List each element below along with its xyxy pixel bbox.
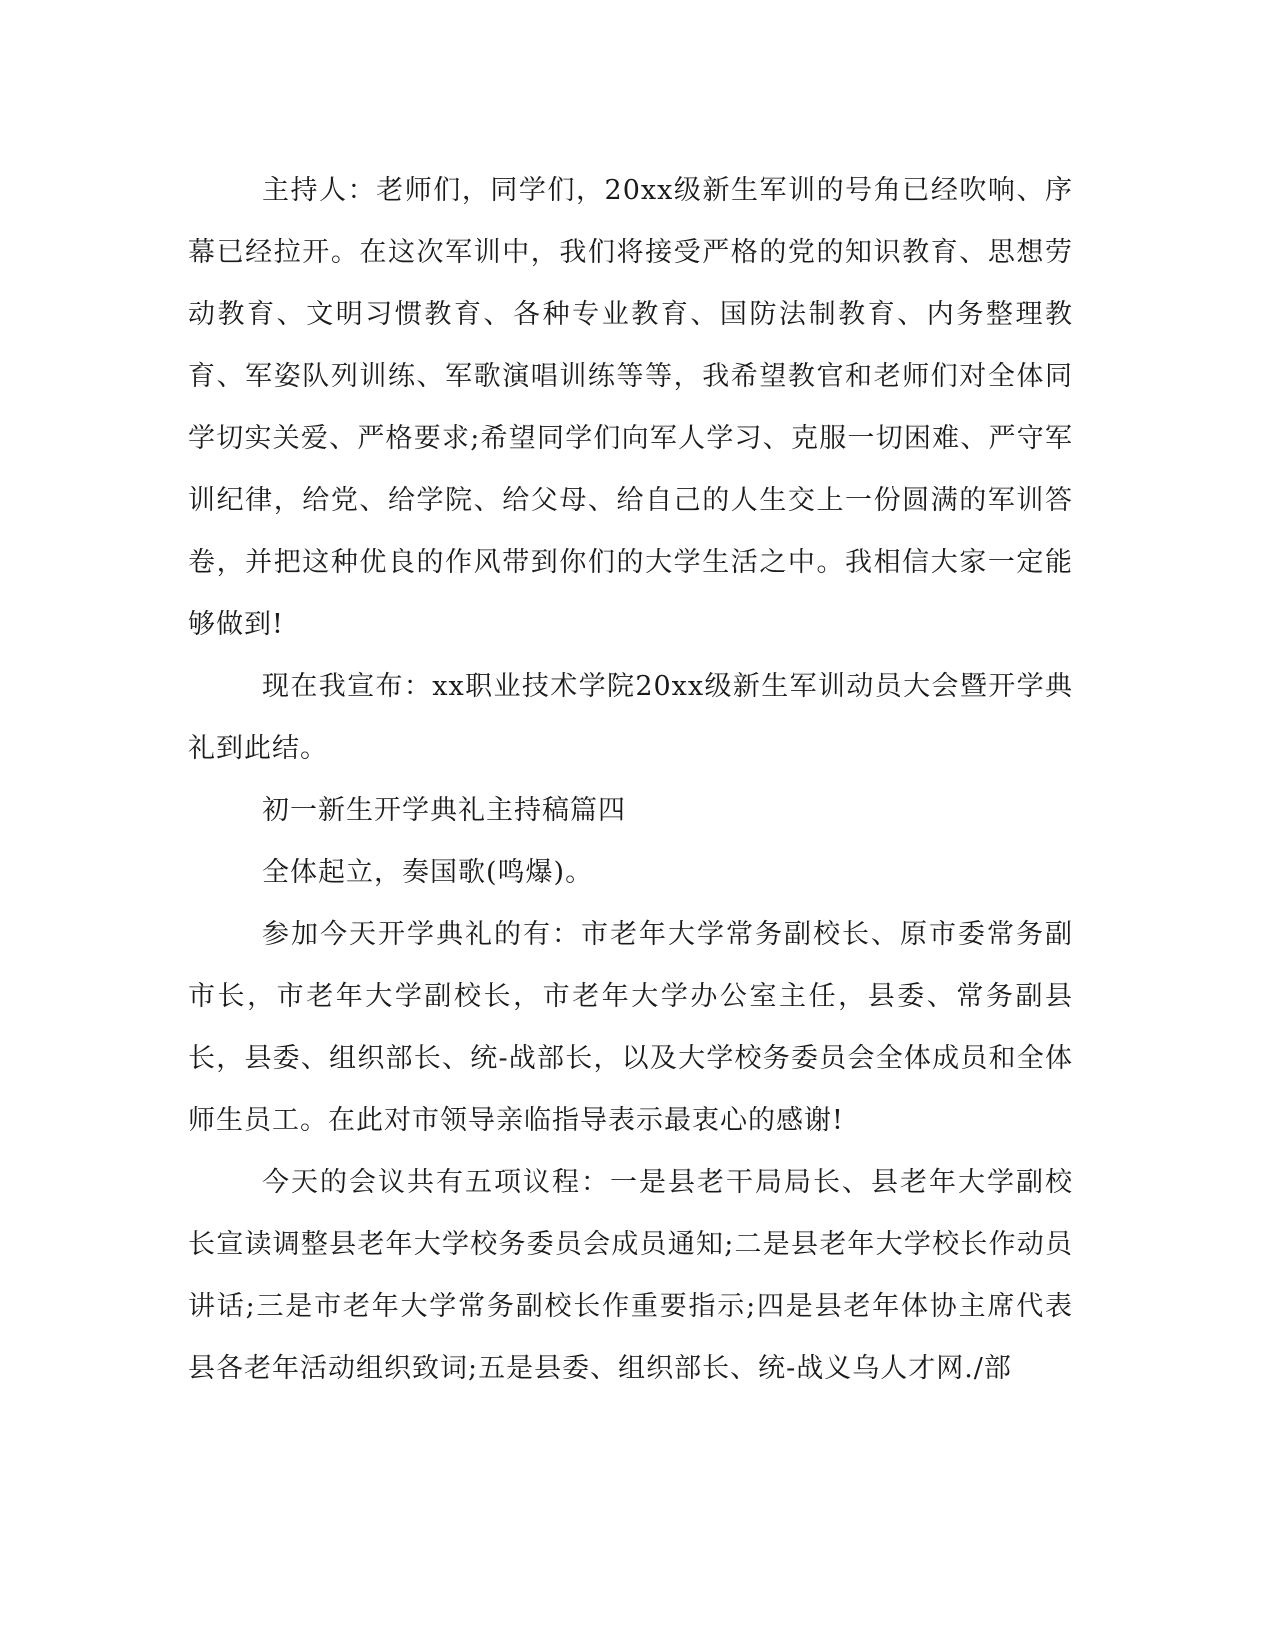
paragraph-anthem: 全体起立，奏国歌(鸣爆)。	[262, 857, 594, 888]
paragraph-announcement: 现在我宣布：xx职业技术学院20xx级新生军训动员大会暨开学典礼到此结。	[188, 671, 1073, 764]
document-body	[188, 160, 1073, 1400]
paragraph-attendees: 参加今天开学典礼的有：市老年大学常务副校长、原市委常务副市长，市老年大学副校长，市老年大学办公室主任，县委、常务副县长，县委、组织部长、统-战部长，以及大学校务委员会全体成员和全体师生员工。在此对市领导亲临指导表示最衷心的感谢!	[188, 919, 1073, 1136]
section-heading: 初一新生开学典礼主持稿篇四	[262, 795, 626, 826]
paragraph-agenda: 今天的会议共有五项议程：一是县老干局局长、县老年大学副校长宣读调整县老年大学校务委员会成员通知;二是县老年大学校长作动员讲话;三是市老年大学常务副校长作重要指示;四是县老年体协主席代表县各老年活动组织致词;五是县委、组织部长、统-战义乌人才网./部	[188, 1167, 1073, 1384]
paragraph-opening-speech: 主持人：老师们，同学们，20xx级新生军训的号角已经吹响、序幕已经拉开。在这次军训中，我们将接受严格的党的知识教育、思想劳动教育、文明习惯教育、各种专业教育、国防法制教育、内务整理教育、军姿队列训练、军歌演唱训练等等，我希望教官和老师们对全体同学切实关爱、严格要求;希望同学们向军人学习、克服一切困难、严守军训纪律，给党、给学院、给父母、给自己的人生交上一份圆满的军训答卷，并把这种优良的作风带到你们的大学生活之中。我相信大家一定能够做到!	[188, 175, 1073, 640]
